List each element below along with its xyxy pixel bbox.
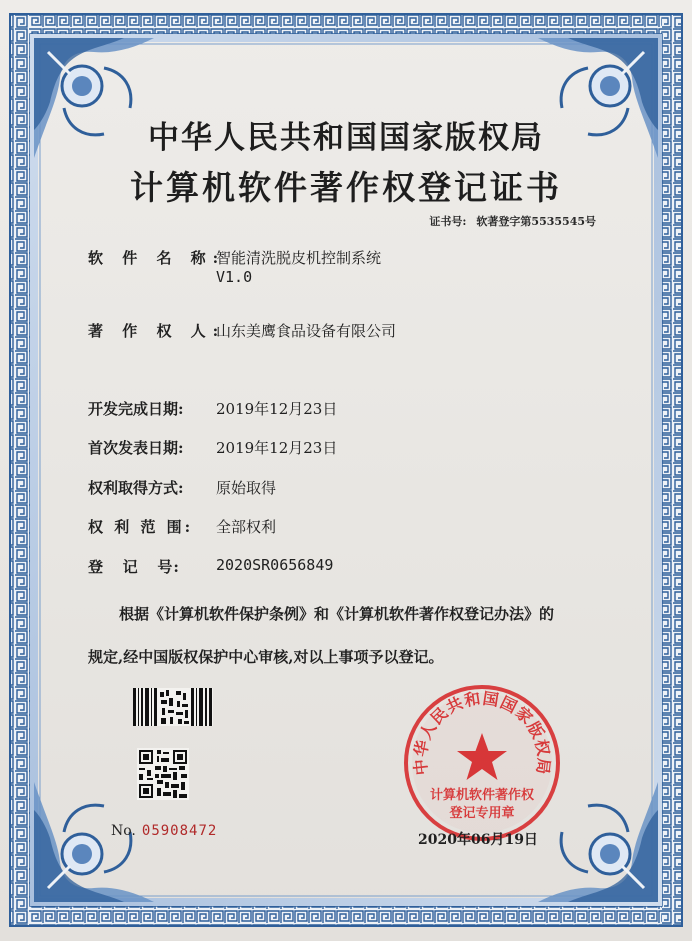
- barcode: [133, 688, 213, 726]
- registration-number-value: 2020SR0656849: [216, 556, 334, 574]
- software-name-label: 软 件 名 称:: [88, 249, 226, 267]
- seal-ring-text: 中华人民共和国国家版权局: [410, 688, 554, 777]
- software-name-value: 智能清洗脱皮机控制系统: [216, 249, 382, 267]
- statement-line-1: 根据《计算机软件保护条例》和《计算机软件著作权登记办法》的: [119, 605, 555, 623]
- seal-graphic: [402, 683, 562, 843]
- serial-number: [111, 823, 217, 839]
- rights-acquisition-label: 权利取得方式:: [88, 479, 184, 497]
- qr-code: [137, 748, 189, 800]
- serial-number-label: No.: [111, 823, 136, 839]
- registration-number-label: 登 记 号:: [88, 558, 180, 576]
- issuer-title: 中华人民共和国国家版权局: [148, 120, 544, 156]
- first-publication-date-value: 2019年12月23日: [216, 439, 338, 457]
- certificate-number-value: 软著登字第5535545号: [476, 215, 596, 228]
- software-version-value: V1.0: [216, 268, 253, 286]
- certificate-title: 计算机软件著作权登记证书: [130, 168, 562, 207]
- certificate-number: [429, 213, 596, 229]
- development-date-value: 2019年12月23日: [216, 400, 338, 418]
- development-date-label: 开发完成日期:: [88, 400, 184, 418]
- copyright-owner-label: 著 作 权 人:: [88, 322, 226, 340]
- first-publication-date-label: 首次发表日期:: [88, 439, 184, 457]
- seal-center-line-2: 登记专用章: [449, 806, 515, 821]
- rights-acquisition-value: 原始取得: [216, 479, 277, 497]
- rights-scope-label: 权 利 范 围:: [88, 518, 194, 536]
- certificate-number-label: 证书号:: [429, 215, 467, 228]
- seal-center-line-1: 计算机软件著作权: [429, 788, 535, 803]
- copyright-owner-value: 山东美鹰食品设备有限公司: [216, 322, 397, 340]
- official-seal: [402, 683, 562, 843]
- issue-date: 2020年06月19日: [418, 832, 538, 848]
- rights-scope-value: 全部权利: [216, 518, 277, 536]
- statement-line-2: 规定,经中国版权保护中心审核,对以上事项予以登记。: [88, 648, 444, 666]
- serial-number-value: 05908472: [141, 823, 218, 839]
